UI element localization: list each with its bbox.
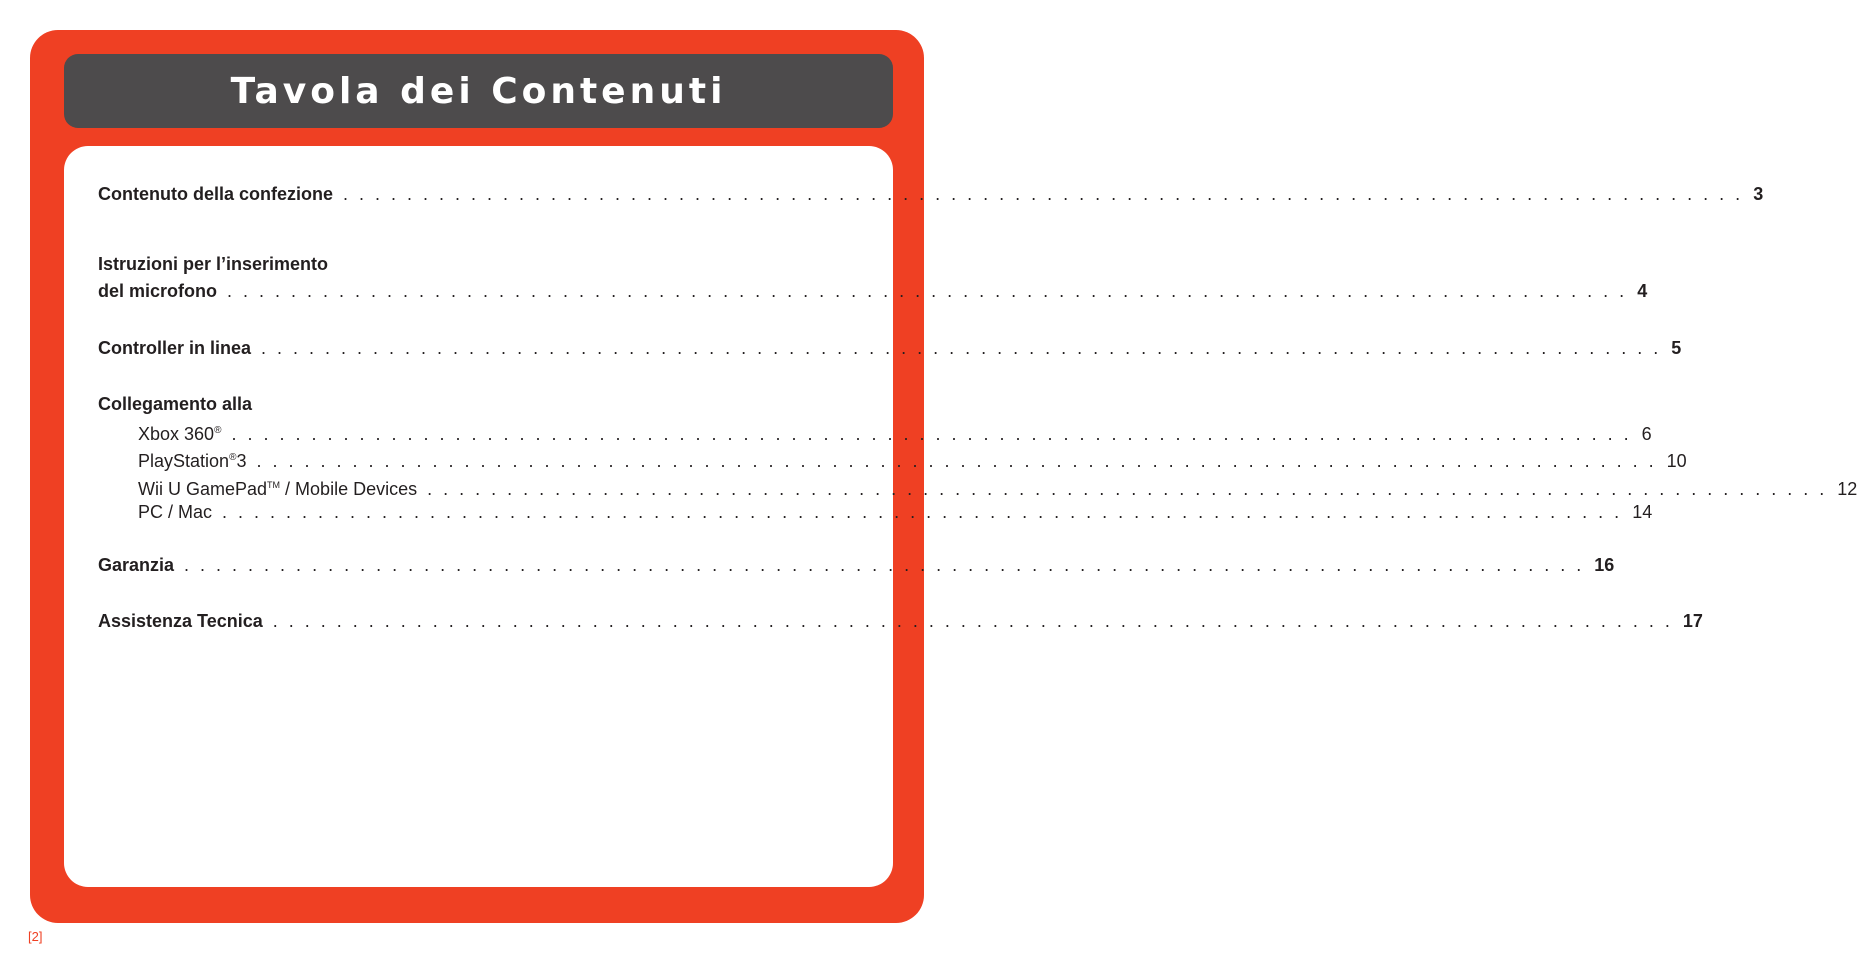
toc-page: 12 [1837,479,1857,499]
toc-page: 14 [1632,502,1653,522]
toc-label: PC / Mac [138,502,213,522]
dot-leader: . . . . . . . . . . . . . . . . . . . . . . . . . . . . . . . . . . . . . . . . . . . . . . . . . . . . . . . . . . . . . . . . . . . . . . . . . . . . . . . . . . . . . . . . [231,424,1632,444]
toc-page: 17 [1682,611,1703,631]
toc-page: 5 [1671,338,1682,358]
toc-label: Controller in linea [98,338,252,358]
dot-leader: . . . . . . . . . . . . . . . . . . . . . . . . . . . . . . . . . . . . . . . . . . . . . . . . . . . . . . . . . . . . . . . . . . . . . . . . . . . . . . . . . . . . . . . . [256,451,1657,471]
toc-label-collegamento: Collegamento alla [98,394,253,414]
toc-label: del microfono [98,281,218,301]
toc-label: Xbox 360® [138,424,222,444]
toc-page: 4 [1637,281,1648,301]
toc-label: Assistenza Tecnica [98,611,263,631]
toc-entry-assistenza[interactable] [98,610,1703,632]
toc-entry-istruzioni[interactable] [98,280,1648,302]
dot-leader: . . . . . . . . . . . . . . . . . . . . . . . . . . . . . . . . . . . . . . . . . . . . . . . . . . . . . . . . . . . . . . . . . . . . . . . . . . . . . . . . . . . . . . . . [184,555,1585,575]
dot-leader: . . . . . . . . . . . . . . . . . . . . . . . . . . . . . . . . . . . . . . . . . . . . . . . . . . . . . . . . . . . . . . . . . . . . . . . . . . . . . . . . . . . . . . . . [261,338,1662,358]
toc-entry-xbox[interactable] [138,420,1652,445]
toc-label: Wii U GamePad™ / Mobile Devices [138,479,418,499]
toc-label: PlayStation®3 [138,451,247,471]
title-bar [64,54,893,128]
toc-entry-controller[interactable] [98,337,1682,359]
toc-entry-wiiu[interactable] [138,474,1857,500]
toc-page: 10 [1666,451,1687,471]
toc-entry-pc[interactable] [138,501,1653,523]
toc-entry-garanzia[interactable] [98,554,1615,576]
dot-leader: . . . . . . . . . . . . . . . . . . . . . . . . . . . . . . . . . . . . . . . . . . . . . . . . . . . . . . . . . . . . . . . . . . . . . . . . . . . . . . . . . . . . . . . . [222,502,1623,522]
toc-page: 16 [1594,555,1615,575]
toc-page: 6 [1641,424,1652,444]
dot-leader: . . . . . . . . . . . . . . . . . . . . . . . . . . . . . . . . . . . . . . . . . . . . . . . . . . . . . . . . . . . . . . . . . . . . . . . . . . . . . . . . . . . . . . . . [343,184,1744,204]
dot-leader: . . . . . . . . . . . . . . . . . . . . . . . . . . . . . . . . . . . . . . . . . . . . . . . . . . . . . . . . . . . . . . . . . . . . . . . . . . . . . . . . . . . . . . . . [227,281,1628,301]
page-title: Tavola dei Contenuti [230,70,727,112]
dot-leader: . . . . . . . . . . . . . . . . . . . . . . . . . . . . . . . . . . . . . . . . . . . . . . . . . . . . . . . . . . . . . . . . . . . . . . . . . . . . . . . . . . . . . . . . [427,479,1828,499]
toc-entry-contenuto[interactable] [98,183,1764,205]
dot-leader: . . . . . . . . . . . . . . . . . . . . . . . . . . . . . . . . . . . . . . . . . . . . . . . . . . . . . . . . . . . . . . . . . . . . . . . . . . . . . . . . . . . . . . . . [272,611,1673,631]
toc-label: Contenuto della confezione [98,184,334,204]
toc-page: 3 [1753,184,1764,204]
toc-label: Garanzia [98,555,175,575]
toc-entry-ps3[interactable] [138,447,1687,472]
toc-label-istruzioni-line1: Istruzioni per l’inserimento [98,254,329,274]
page-number: [2] [28,929,43,944]
